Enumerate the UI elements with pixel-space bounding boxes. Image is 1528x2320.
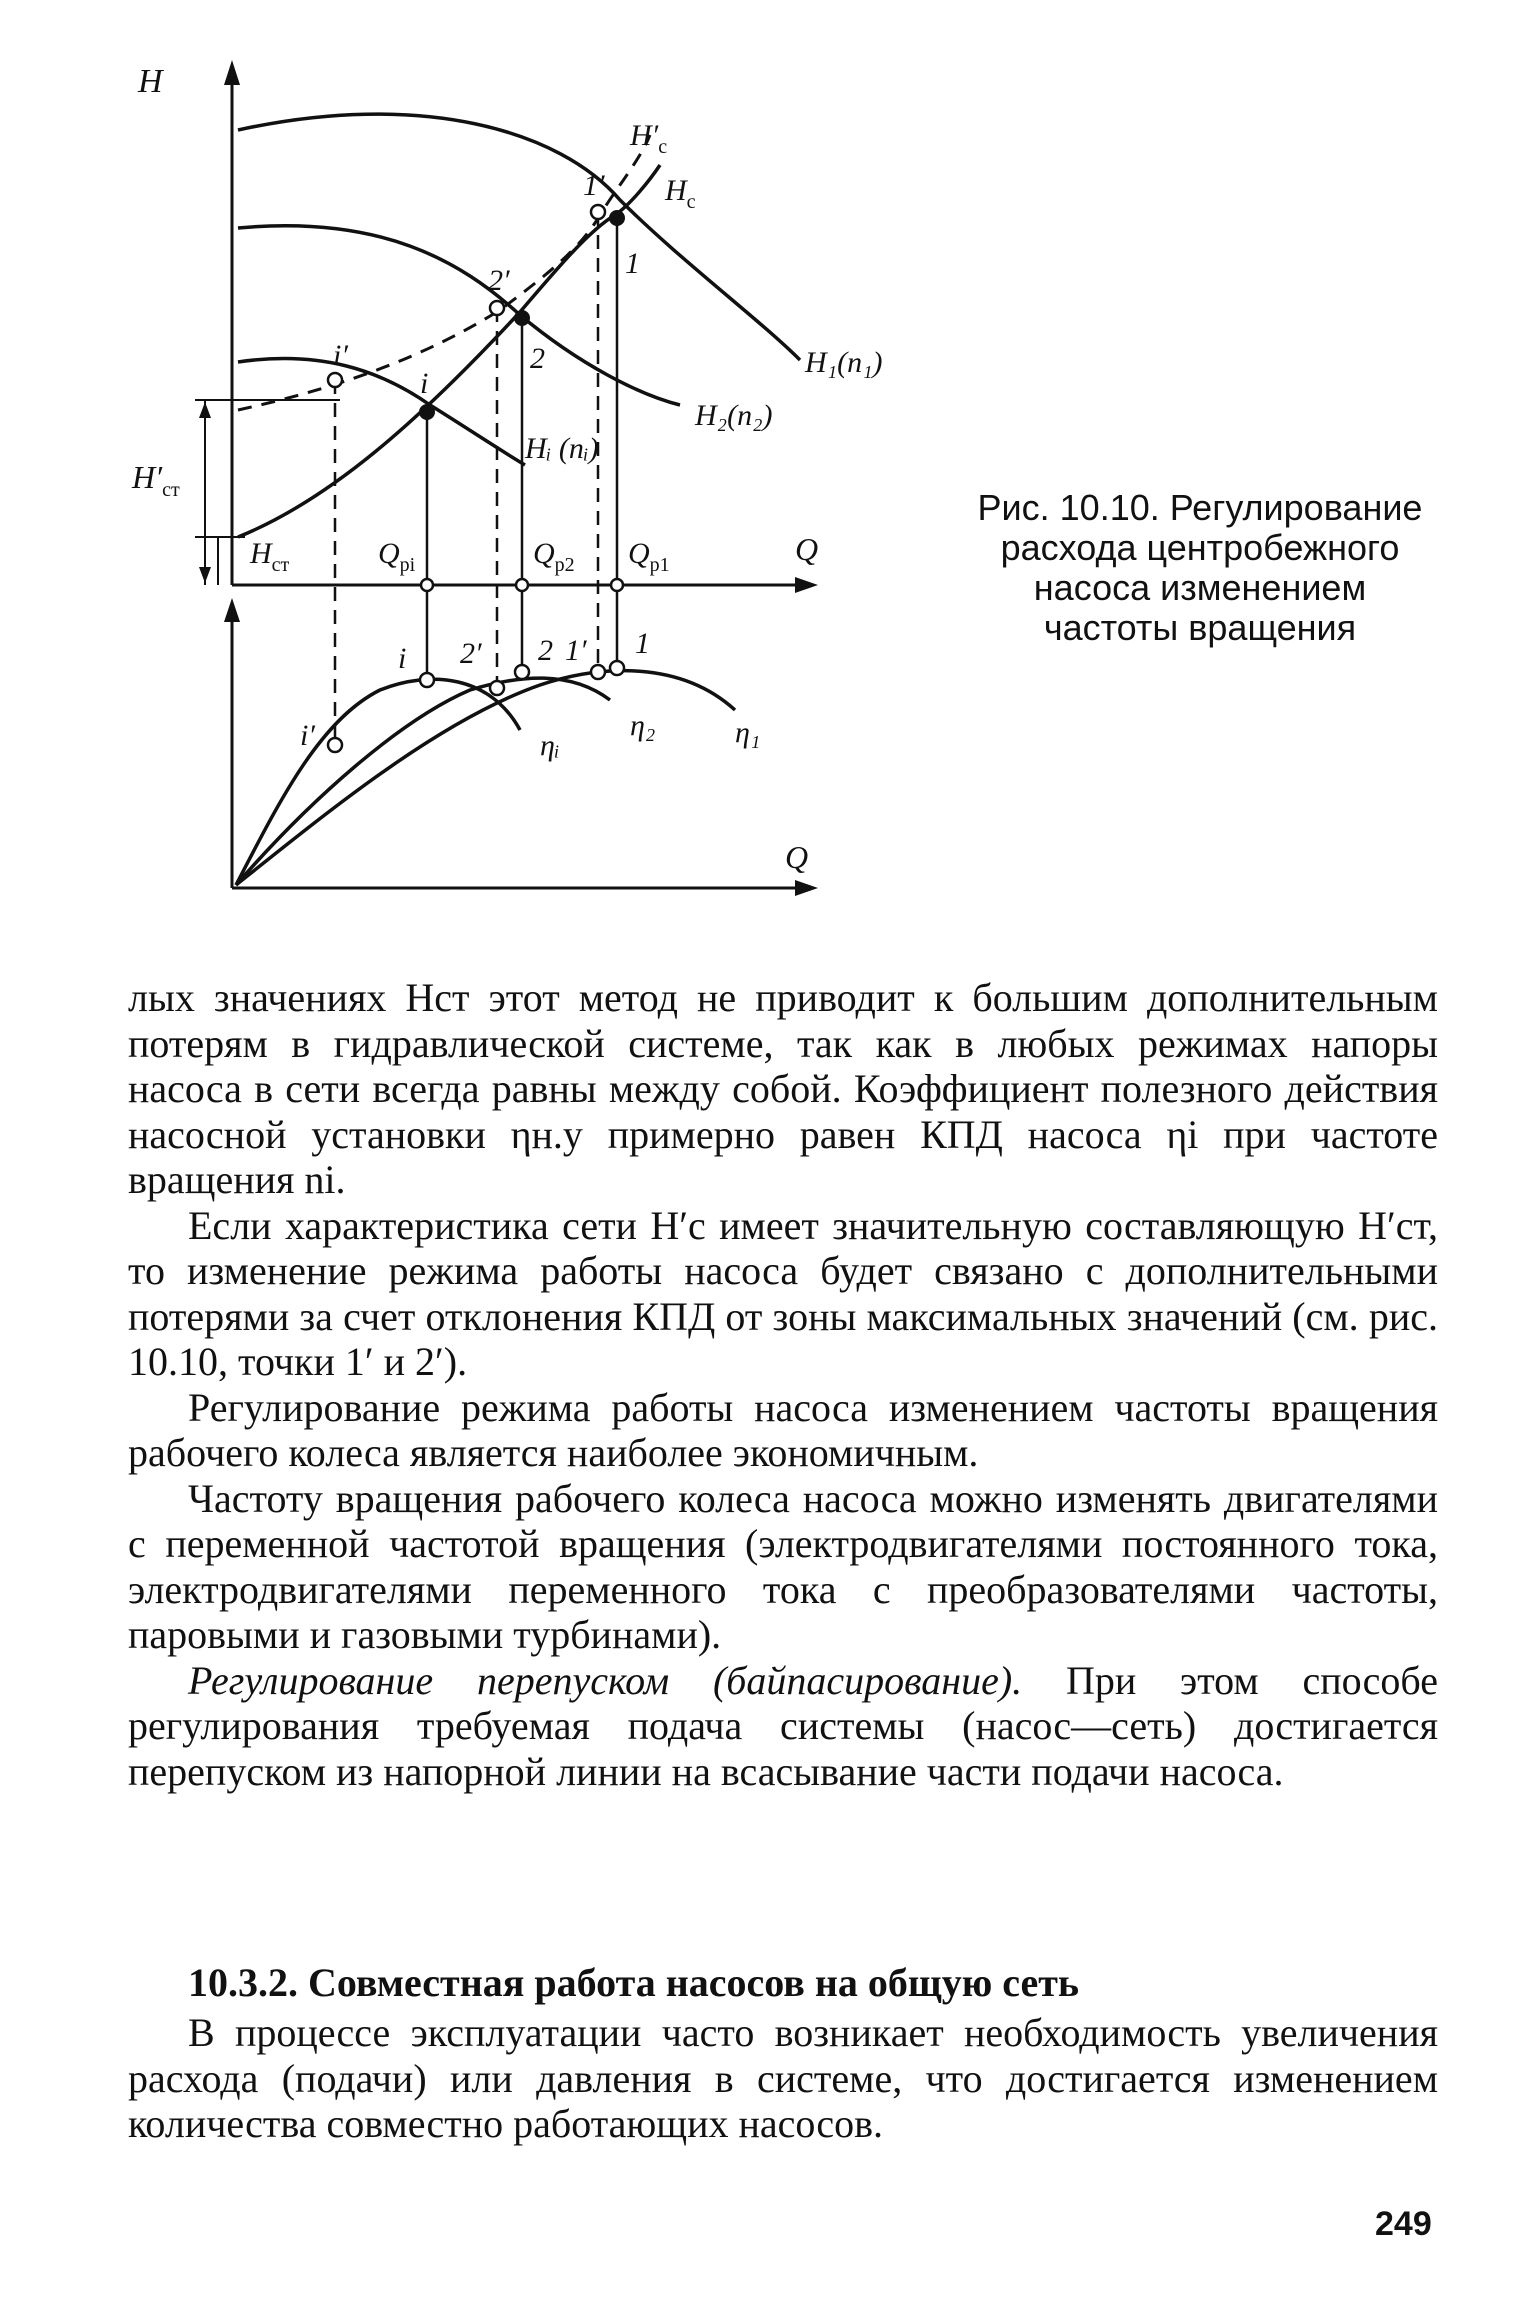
label-hi-ni: Hᵢ (nᵢ) — [525, 432, 599, 465]
pump-curve-h2 — [238, 226, 680, 405]
label-axis-h: H — [138, 63, 163, 100]
paragraph: В процессе эксплуатации часто возникает необходимость увеличения расхода (подачи) или давления в системе, что достигается изменением количества совместно работающих насосов. — [128, 2010, 1438, 2146]
label-axis-q-bottom: Q — [785, 839, 809, 875]
label-pt-2prime-top: 2′ — [488, 264, 510, 297]
label-pt-1-top: 1 — [625, 247, 640, 280]
caption-line: расхода центробежного — [1000, 527, 1400, 568]
label-h-st-prime: $H'_{ст}$ — [132, 459, 180, 501]
h-st-prime-arrow-down — [199, 567, 211, 583]
body-text — [128, 975, 1438, 1794]
eta-axis-arrow — [224, 598, 240, 622]
label-pt-1prime-top: 1′ — [583, 169, 605, 202]
figure-caption — [940, 488, 1460, 648]
paragraph: Если характеристика сети H′c имеет значительную составляющую H′ст, то изменение режима работы насоса будет связано с дополнительными потерями за счет отклонения КПД от зоны максимальных значений (см. рис. 10.10, точки 1′ и 2′). — [128, 1202, 1438, 1384]
label-axis-q-top: Q — [795, 531, 819, 567]
label-pt-i-bottom: i — [398, 642, 407, 675]
label-h2-n2: H₂(n₂) — [695, 399, 773, 432]
caption-line: частоты вращения — [1043, 607, 1357, 648]
pump-curve-hi — [238, 359, 525, 465]
paragraph: лых значениях Hст этот метод не приводит к большим дополнительным потерям в гидравлической системе, так как в любых режимах напоры насоса в сети всегда равны между собой. Коэффициент полезного действия насосной установки ηн.у примерно равен КПД насоса ηi при частоте вращения ni. — [128, 975, 1438, 1202]
italic-run: Регулирование перепуском (байпасирование). — [188, 1657, 1023, 1703]
label-h1-n1: H₁(n₁) — [805, 346, 883, 379]
caption-line: Рис. 10.10. Регулирование — [977, 487, 1423, 528]
label-eta-1: η₁ — [735, 716, 761, 749]
efficiency-curve-eta-1 — [236, 671, 735, 885]
paragraph — [128, 1658, 1438, 1795]
h-st-prime-arrow-up — [199, 402, 211, 418]
paragraph: Частоту вращения рабочего колеса насоса можно изменять двигателями с переменной частотой вращения (электродвигателями постоянного тока, электродвигателями переменного тока с преобразователями частоты, паровыми и газовыми турбинами). — [128, 1475, 1438, 1657]
caption-line: насоса изменением — [1033, 567, 1367, 608]
label-pt-2-bottom: 2 — [538, 634, 553, 667]
h-axis-arrow — [224, 60, 240, 85]
label-q-p2: $Q_{p2}$ — [533, 537, 575, 576]
section-heading: 10.3.2. Совместная работа насосов на общую сеть — [188, 1960, 1080, 2005]
label-pt-1-bottom: 1 — [635, 627, 650, 660]
paragraph: Регулирование режима работы насоса изменением частоты вращения рабочего колеса является наиболее экономичным. — [128, 1384, 1438, 1475]
q-axis-arrow-top — [795, 577, 818, 593]
label-pt-iprime-top: i′ — [333, 339, 348, 372]
label-q-pi: $Q_{pi}$ — [378, 537, 416, 576]
page-number: 249 — [1375, 2205, 1432, 2243]
section-body — [128, 2010, 1438, 2147]
label-pt-1prime-bottom: 1′ — [565, 634, 587, 667]
label-pt-2-top: 2 — [530, 342, 545, 375]
label-h-c-prime: $H'_c$ — [630, 119, 668, 158]
label-pt-iprime-bottom: i′ — [300, 719, 315, 752]
label-eta-2: η₂ — [630, 709, 656, 742]
label-pt-i-top: i — [420, 367, 429, 400]
label-eta-i: ηᵢ — [540, 729, 560, 762]
label-h-c: $H_c$ — [665, 174, 696, 213]
pump-regulation-diagram — [0, 0, 1528, 920]
top-points — [328, 205, 625, 420]
label-pt-2prime-bottom: 2′ — [460, 637, 482, 670]
q-axis-arrow-bottom — [795, 880, 818, 896]
text-run: При этом способе регулирования требуемая подача системы (насос—сеть) достигается перепуском из напорной линии на всасывание части подачи насоса. — [128, 1657, 1438, 1794]
efficiency-curve-eta-i — [236, 679, 520, 885]
label-q-p1: $Q_{p1}$ — [628, 537, 670, 576]
label-h-st: $H_{ст}$ — [250, 537, 290, 576]
